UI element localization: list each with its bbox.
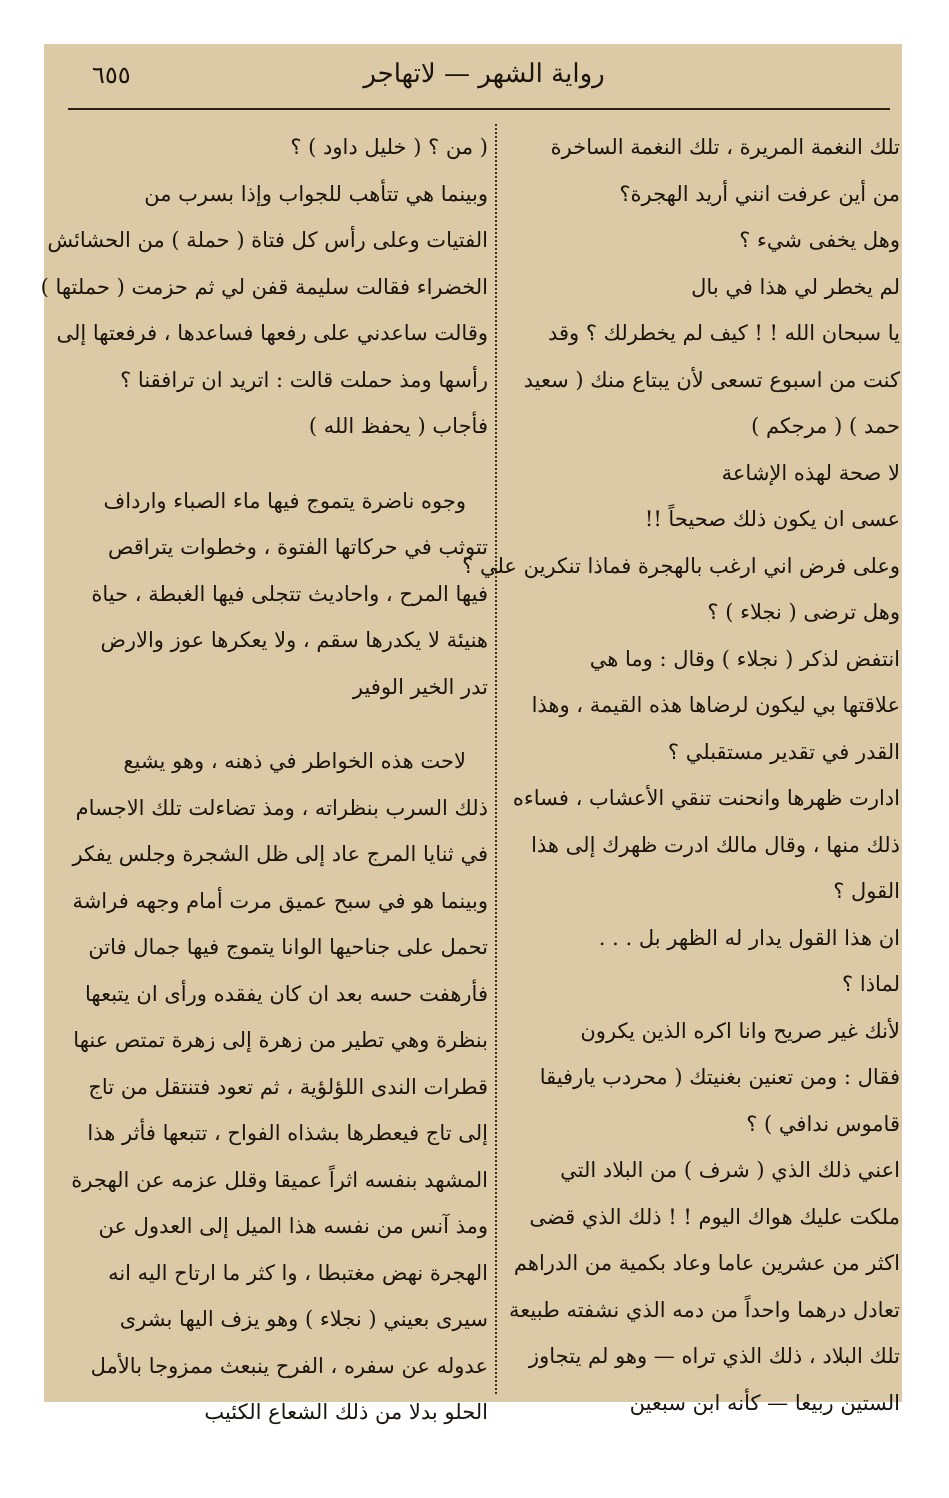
text-line: تلك البلاد ، ذلك الذي تراه — وهو لم يتجاوز [528,1344,900,1368]
paragraph-gap [76,450,488,478]
text-line: المشهد بنفسه اثراً عميقا وقلل عزمه عن الهجرة [71,1167,488,1192]
text-line: ملكت عليك هواك اليوم ! ! ذلك الذي قضى [529,1204,900,1229]
text-line: فأرهفت حسه بعد ان كان يفقده ورأى ان يتبعها [85,981,488,1006]
text-line: لم يخطر لي هذا في بال [691,274,900,299]
text-line: يا سبحان الله ! ! كيف لم يخطرلك ؟ وقد [547,321,900,345]
left-column [40,124,488,1436]
text-line: إلى تاج فيعطرها بشذاه الفواح ، تتبعها فأثر هذا [87,1121,488,1145]
text-line: قطرات الندى اللؤلؤية ، ثم تعود فتنتقل من تاج [88,1074,488,1099]
paragraph-3 [71,738,488,1436]
text-line: وقالت ساعدني على رفعها فساعدها ، فرفعتها إلى [56,321,488,345]
header-rule [68,108,890,110]
text-line: لماذا ؟ [842,972,900,996]
text-line: انتفض لذكر ( نجلاء ) وقال : وما هي [589,646,900,671]
text-line: لاحت هذه الخواطر في ذهنه ، وهو يشيع [123,749,466,773]
text-line: فقال : ومن تعنين بغنيتك ( محردب يارفيقا [539,1065,900,1089]
page-number: ٦٥٥ [92,61,131,89]
page-header [44,44,902,106]
text-line: الفتيات وعلى رأس كل فتاة ( حملة ) من الحشائش [47,228,488,252]
text-line: الحلو بدلا من ذلك الشعاع الكئيب [204,1400,488,1424]
text-line: تتوثب في حركاتها الفتوة ، وخطوات يتراقص [108,535,488,559]
text-line: فيها المرح ، واحاديث تتجلى فيها الغبطة ، حياة [91,581,488,606]
text-line: ان هذا القول يدار له الظهر بل . . . [598,925,900,950]
running-title: رواية الشهر — لاتهاجر [363,59,605,89]
text-line: وهل يخفى شيء ؟ [739,228,900,252]
text-line: تدر الخير الوفير [352,674,488,699]
text-line: تعادل درهما واحداً من دمه الذي نشفته طبيعة [509,1297,900,1322]
text-line: سيرى بعيني ( نجلاء ) وهو يزف اليها بشرى [119,1307,488,1331]
right-column [462,124,900,1426]
text-line: رأسها ومذ حملت قالت : اتريد ان ترافقنا ؟ [120,367,488,392]
text-line: ذلك السرب بنظراته ، ومذ تضاءلت تلك الاجسام [75,795,488,820]
paragraph-gap [76,710,488,738]
text-line: القول ؟ [833,879,900,903]
text-line: ومذ آنس من نفسه هذا الميل إلى العدول عن [98,1214,488,1238]
text-line: لا صحة لهذه الإشاعة [721,460,900,485]
text-line: ( من ؟ ( خليل داود ) ؟ [290,135,488,159]
text-line: الستين ربيعا — كأنه ابن سبعين [629,1390,900,1415]
text-line: كنت من اسبوع تسعى لأن يبتاع منك ( سعيد [523,367,900,392]
text-line: بنظرة وهي تطير من زهرة إلى زهرة تمتص عنها [73,1028,488,1052]
text-line: عسى ان يكون ذلك صحيحاً !! [644,507,900,531]
text-line: قاموس ندافي ) ؟ [746,1111,900,1136]
text-line: ادارت ظهرها وانحنت تنقي الأعشاب ، فساءه [512,786,900,810]
text-line: من أين عرفت انني أريد الهجرة؟ [619,181,900,206]
text-line: وعلى فرض اني ارغب بالهجرة فماذا تنكرين علي ؟ [462,553,900,578]
text-line: ذلك منها ، وقال مالك ادرت ظهرك إلى هذا [531,832,900,857]
text-line: حمد ) ( مرجكم ) [751,414,900,438]
text-line: وجوه ناضرة يتموج فيها ماء الصباء وارداف [103,488,466,513]
text-line: اكثر من عشرين عاما وعاد بكمية من الدراهم [513,1251,900,1275]
text-line: القدر في تقدير مستقبلي ؟ [667,739,900,764]
text-line: علاقتها بي ليكون لرضاها هذه القيمة ، وهذا [531,693,900,717]
text-line: فأجاب ( يحفظ الله ) [308,414,488,438]
text-line: هنيئة لا يكدرها سقم ، ولا يعكرها عوز والارض [100,628,488,652]
paragraph-2 [76,478,488,711]
text-line: عدوله عن سفره ، الفرح ينبعث ممزوجا بالأمل [90,1353,488,1378]
text-line: لأنك غير صريح وانا اكره الذين يكرون [580,1018,900,1043]
text-line: تلك النغمة المريرة ، تلك النغمة الساخرة [550,135,900,159]
text-line: وهل ترضى ( نجلاء ) ؟ [707,600,900,624]
text-line: اعني ذلك الذي ( شرف ) من البلاد التي [560,1158,900,1182]
text-line: تحمل على جناحيها الوانا يتموج فيها جمال فاتن [88,935,488,959]
book-page [40,44,902,1424]
text-line: الخضراء فقالت سليمة قفن لي ثم حزمت ( حملتها ) [40,274,488,299]
text-line: وبينما هي تتأهب للجواب وإذا بسرب من [144,181,488,206]
paragraph-1 [40,124,488,450]
column-divider [495,124,499,1394]
text-line: الهجرة نهض مغتبطا ، وا كثر ما ارتاح اليه انه [108,1260,488,1285]
text-line: وبينما هو في سبح عميق مرت أمام وجهه فراشة [72,888,488,913]
text-line: في ثنايا المرج عاد إلى ظل الشجرة وجلس يفكر [72,842,488,866]
